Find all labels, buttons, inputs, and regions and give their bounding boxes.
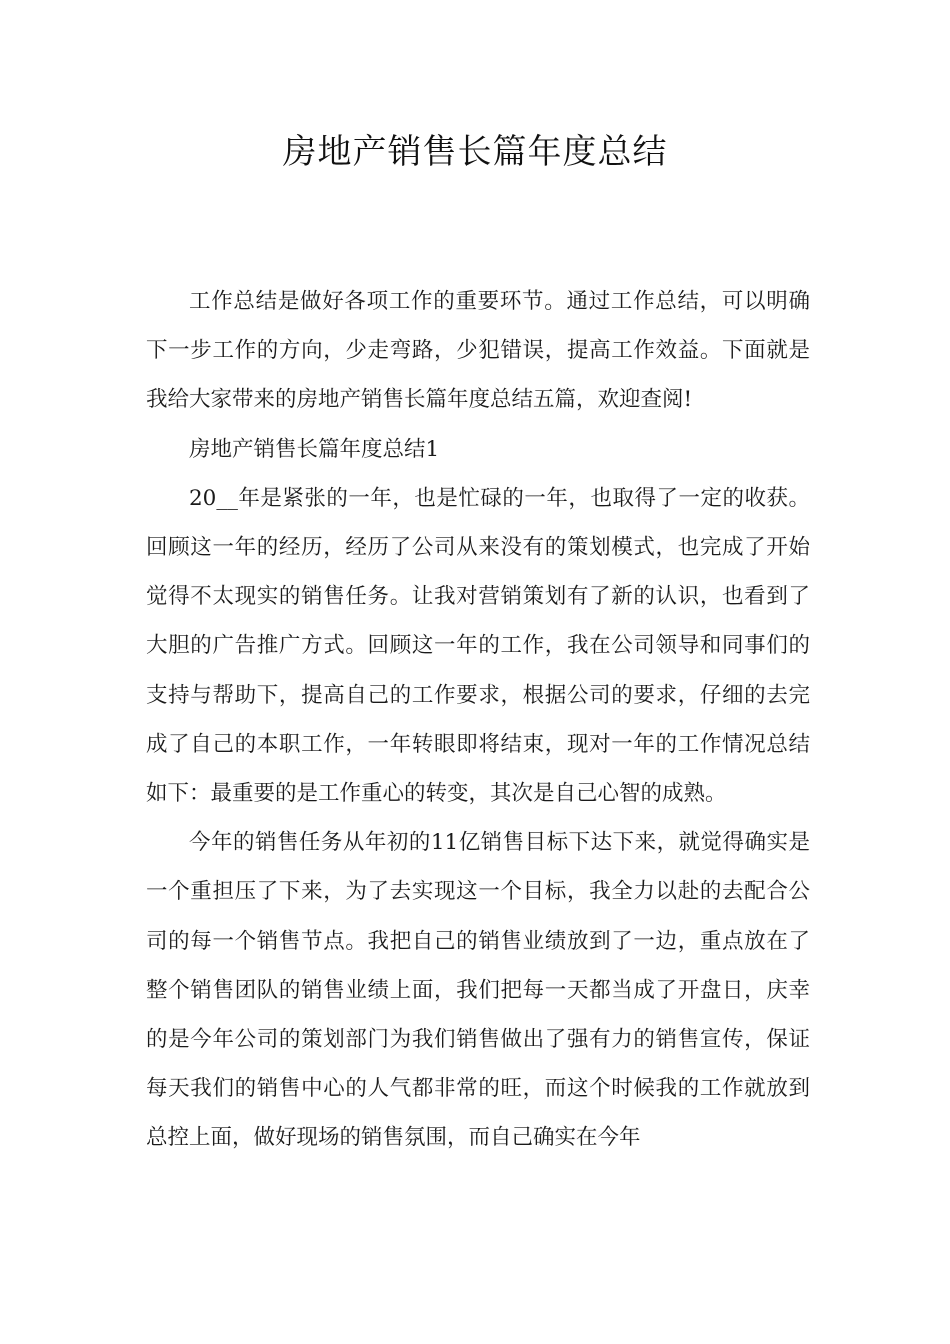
section-heading: 房地产销售长篇年度总结1 bbox=[189, 436, 440, 462]
body-paragraph: 20__年是紧张的一年，也是忙碌的一年，也取得了一定的收获。回顾这一年的经历，经历了公司从来没有的策划模式，也完成了开始觉得不太现实的销售任务。让我对营销策划有了新的认识，也看到了大胆的广告推广方式。回顾这一年的工作，我在公司领导和同事们的支持与帮助下，提高自己的工作要求，根据公司的要求，仔细的去完成了自己的本职工作，一年转眼即将结束，现对一年的工作情况总结如下：最重要的是工作重心的转变，其次是自己心智的成熟。 bbox=[146, 485, 810, 807]
body-paragraph: 今年的销售任务从年初的11亿销售目标下达下来，就觉得确实是一个重担压了下来，为了去实现这一个目标，我全力以赴的去配合公司的每一个销售节点。我把自己的销售业绩放到了一边，重点放在了整个销售团队的销售业绩上面，我们把每一天都当成了开盘日，庆幸的是今年公司的策划部门为我们销售做出了强有力的销售宣传，保证每天我们的销售中心的人气都非常的旺，而这个时候我的工作就放到总控上面，做好现场的销售氛围，而自己确实在今年 bbox=[146, 830, 810, 1151]
document-title: 房地产销售长篇年度总结 bbox=[282, 132, 668, 172]
intro-paragraph: 工作总结是做好各项工作的重要环节。通过工作总结，可以明确下一步工作的方向，少走弯路，少犯错误，提高工作效益。下面就是我给大家带来的房地产销售长篇年度总结五篇，欢迎查阅! bbox=[146, 289, 810, 413]
document-body bbox=[146, 277, 810, 1163]
